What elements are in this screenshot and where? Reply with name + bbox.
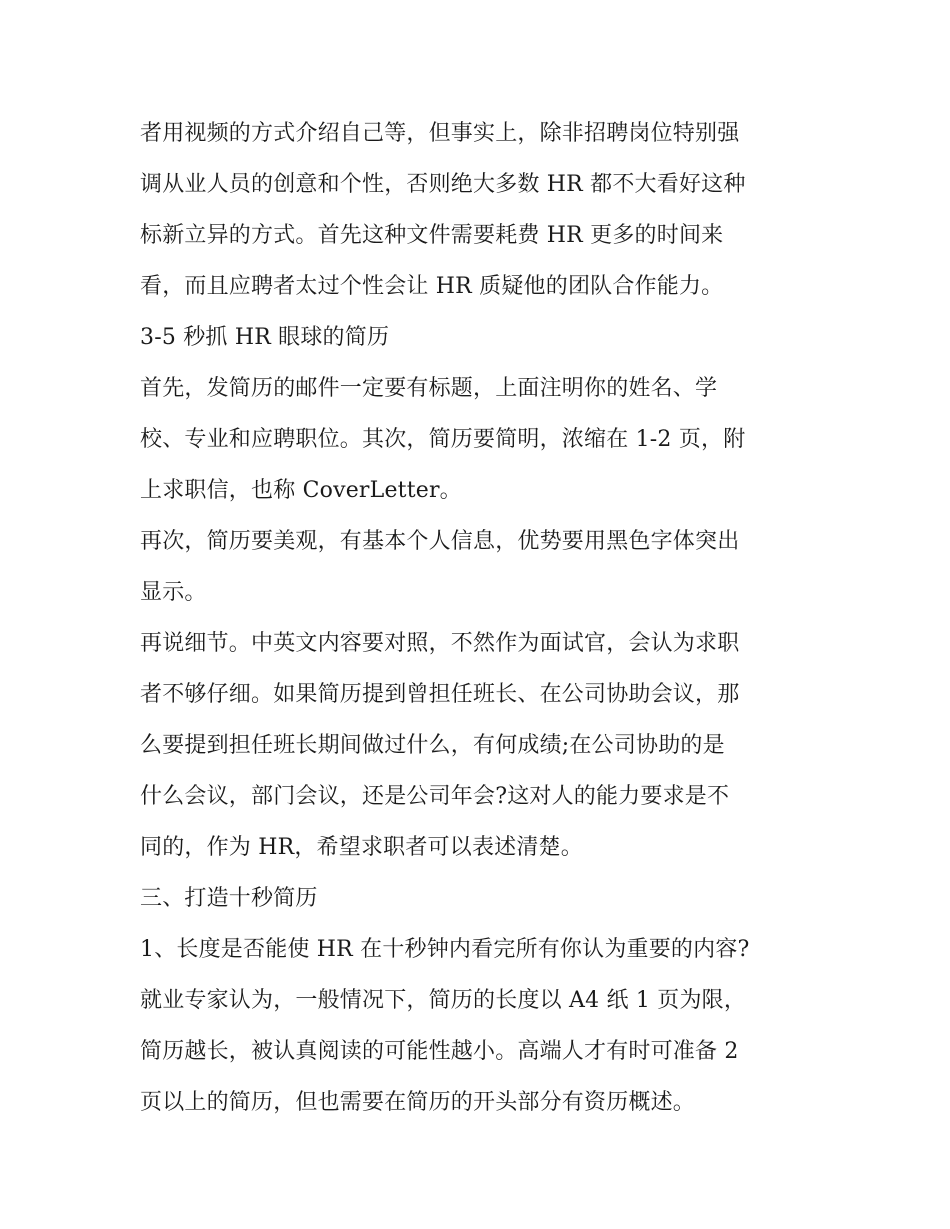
- text-line: 显示。: [140, 580, 207, 605]
- text-line: 再次，简历要美观，有基本个人信息，优势要用黑色字体突出: [140, 529, 740, 554]
- text-line: 者不够仔细。如果简历提到曾担任班长、在公司协助会议，那: [140, 682, 740, 707]
- text-line: 上求职信，也称 CoverLetter。: [140, 478, 462, 503]
- text-line: 调从业人员的创意和个性，否则绝大多数 HR 都不大看好这种: [140, 172, 746, 197]
- text-line: 页以上的简历，但也需要在简历的开头部分有资历概述。: [140, 1090, 696, 1115]
- document-body: [140, 108, 820, 1128]
- text-line: 首先，发简历的邮件一定要有标题，上面注明你的姓名、学: [140, 376, 718, 401]
- text-line: 就业专家认为，一般情况下，简历的长度以 A4 纸 1 页为限，: [140, 988, 747, 1013]
- section-heading: 三、打造十秒简历: [140, 886, 318, 911]
- text-line: 简历越长，被认真阅读的可能性越小。高端人才有时可准备 2: [140, 1039, 739, 1064]
- text-line: 什么会议，部门会议，还是公司年会?这对人的能力要求是不: [140, 784, 730, 809]
- text-line: 再说细节。中英文内容要对照，不然作为面试官，会认为求职: [140, 631, 740, 656]
- text-line: 同的，作为 HR，希望求职者可以表述清楚。: [140, 835, 583, 860]
- text-line: 标新立异的方式。首先这种文件需要耗费 HR 更多的时间来: [140, 223, 724, 248]
- text-line: 1、长度是否能使 HR 在十秒钟内看完所有你认为重要的内容?: [140, 937, 750, 962]
- text-line: 校、专业和应聘职位。其次，简历要简明，浓缩在 1-2 页，附: [140, 427, 746, 452]
- section-heading: 3-5 秒抓 HR 眼球的简历: [140, 325, 390, 350]
- text-line: 么要提到担任班长期间做过什么，有何成绩;在公司协助的是: [140, 733, 725, 758]
- text-line: 看，而且应聘者太过个性会让 HR 质疑他的团队合作能力。: [140, 274, 724, 299]
- text-line: 者用视频的方式介绍自己等，但事实上，除非招聘岗位特别强: [140, 121, 740, 146]
